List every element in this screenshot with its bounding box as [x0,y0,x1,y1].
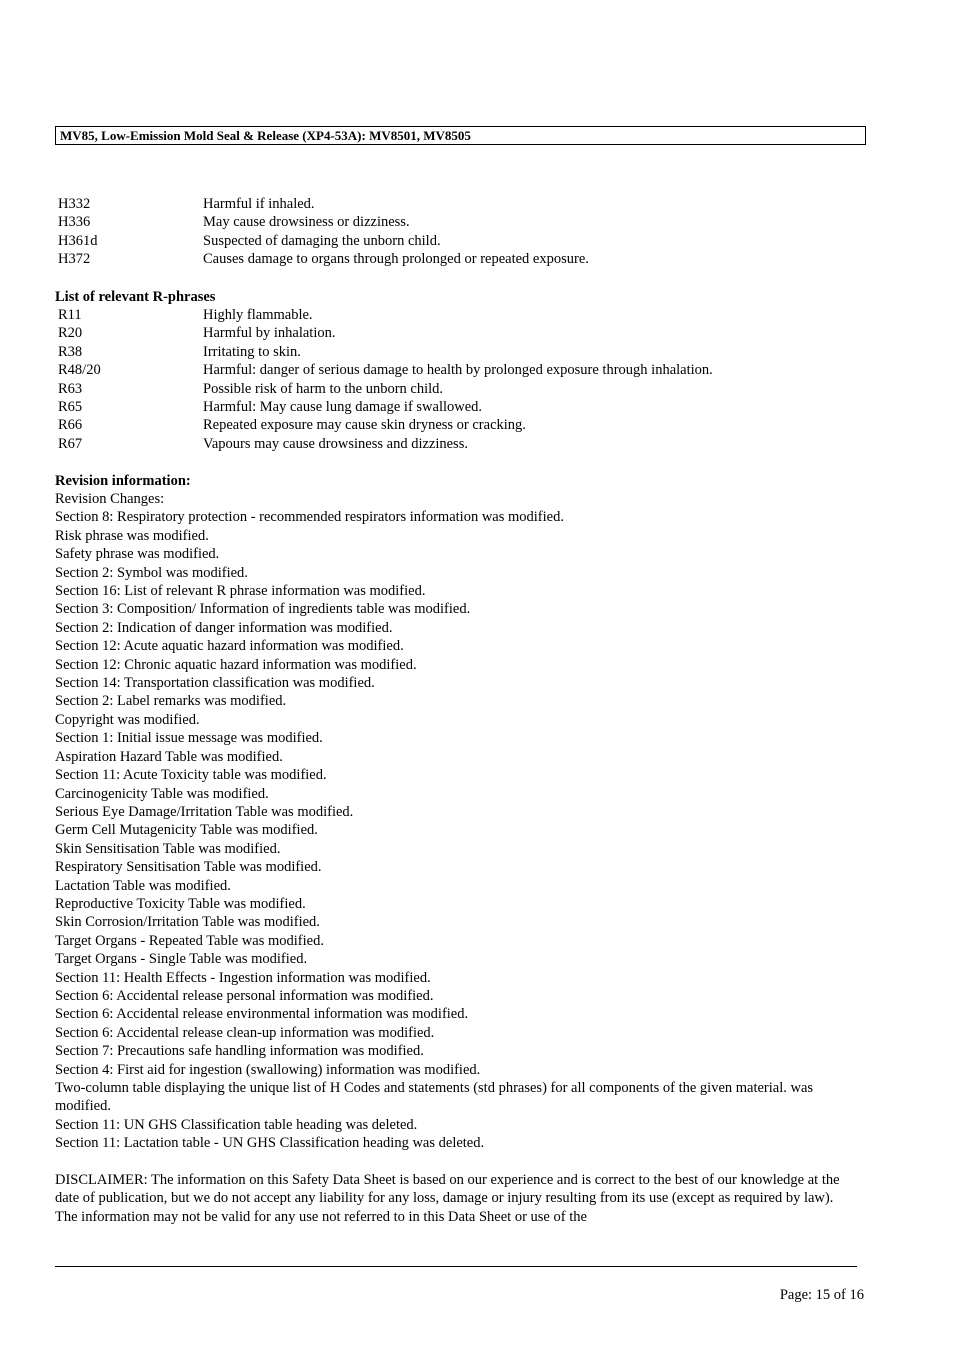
phrase-code: R20 [58,325,83,342]
phrase-statement: Vapours may cause drowsiness and dizziness. [203,435,468,452]
revision-line: Section 14: Transportation classification was modified. [55,675,375,692]
phrase-statement: Irritating to skin. [203,343,301,360]
revision-line: Respiratory Sensitisation Table was modified. [55,859,322,876]
phrase-statement: Possible risk of harm to the unborn child. [203,380,444,397]
revision-line: Target Organs - Repeated Table was modified. [55,932,324,949]
phrase-statement: Highly flammable. [203,307,313,323]
phrase-code: R11 [58,307,82,323]
revision-line: Section 1: Initial issue message was modified. [55,730,323,747]
phrase-code: R63 [58,380,83,397]
revision-line: Section 11: Lactation table - UN GHS Classification heading was deleted. [55,1135,485,1152]
page-number: Page: 15 of 16 [779,1287,864,1303]
phrase-code: H332 [58,196,91,212]
revision-line: Section 6: Accidental release environmental information was modified. [55,1006,469,1023]
revision-line: Section 2: Symbol was modified. [55,564,248,581]
phrase-code: R67 [58,435,83,452]
revision-list [55,490,855,1153]
revision-line: Reproductive Toxicity Table was modified. [55,895,306,912]
phrase-code: R38 [58,343,83,360]
phrase-code: H361d [58,232,98,249]
document-title: MV85, Low-Emission Mold Seal & Release (XP4-53A): MV8501, MV8505 [60,128,471,143]
revision-line: Risk phrase was modified. [55,527,209,544]
revision-line: Carcinogenicity Table was modified. [55,785,269,802]
revision-line: Section 11: Acute Toxicity table was modified. [55,767,327,784]
revision-line: Safety phrase was modified. [55,546,220,563]
revision-line: Section 16: List of relevant R phrase information was modified. [55,583,426,600]
revision-line: Section 7: Precautions safe handling information was modified. [55,1043,424,1060]
revision-line: Skin Corrosion/Irritation Table was modified. [55,914,320,931]
revision-line: Target Organs - Single Table was modified. [55,951,308,968]
revision-line: Aspiration Hazard Table was modified. [55,748,283,765]
revision-line: Skin Sensitisation Table was modified. [55,840,281,857]
phrase-statement: Harmful if inhaled. [203,196,315,212]
phrase-statement: Repeated exposure may cause skin dryness or cracking. [203,417,526,434]
revision-line: Section 11: Health Effects - Ingestion information was modified. [55,969,431,986]
revision-line: Section 6: Accidental release personal information was modified. [55,987,434,1004]
revision-line: Lactation Table was modified. [55,877,231,894]
revision-line: Section 8: Respiratory protection - recommended respirators information was modified. [55,509,564,526]
revision-line: Two-column table displaying the unique list of H Codes and statements (std phrases) for all components of the given material. was modified. [55,1080,814,1115]
revision-line: Section 12: Acute aquatic hazard information was modified. [55,638,404,655]
phrase-code: R65 [58,398,83,415]
phrase-statement: Harmful: danger of serious damage to health by prolonged exposure through inhalation. [203,362,713,379]
document-header [55,126,866,145]
revision-line: Serious Eye Damage/Irritation Table was modified. [55,803,354,820]
revision-line: Section 3: Composition/ Information of ingredients table was modified. [55,601,471,618]
revision-line: Germ Cell Mutagenicity Table was modified. [55,822,318,839]
phrase-statement: Harmful by inhalation. [203,325,336,342]
phrase-code: H336 [58,214,91,231]
revision-line: Section 6: Accidental release clean-up information was modified. [55,1024,435,1041]
phrase-code: R66 [58,417,83,434]
footer-divider [55,1266,857,1267]
revision-line: Copyright was modified. [55,711,200,728]
revision-line: Section 12: Chronic aquatic hazard information was modified. [55,656,417,673]
disclaimer-text: DISCLAIMER: The information on this Safety Data Sheet is based on our experience and is correct to the best of our knowledge at the date of publication, but we do not accept any liability for any loss, damage or injury resulting from its use (except as required by law). The information may not be valid for any use not referred to in this Data Sheet or use of the [55,1172,840,1225]
revision-line: Section 2: Indication of danger information was modified. [55,619,393,636]
revision-line: Section 4: First aid for ingestion (swallowing) information was modified. [55,1061,481,1078]
revision-line: Revision Changes: [55,491,165,507]
phrase-statement: Harmful: May cause lung damage if swallowed. [203,398,483,415]
phrase-code: H372 [58,251,91,268]
r-phrases-heading: List of relevant R-phrases [55,289,216,305]
phrase-statement: May cause drowsiness or dizziness. [203,214,410,231]
phrase-statement: Suspected of damaging the unborn child. [203,232,441,249]
revision-line: Section 2: Label remarks was modified. [55,693,287,710]
revision-line: Section 11: UN GHS Classification table heading was deleted. [55,1116,418,1133]
phrase-statement: Causes damage to organs through prolonged or repeated exposure. [203,251,589,268]
phrase-code: R48/20 [58,362,101,379]
revision-heading: Revision information: [55,473,191,489]
